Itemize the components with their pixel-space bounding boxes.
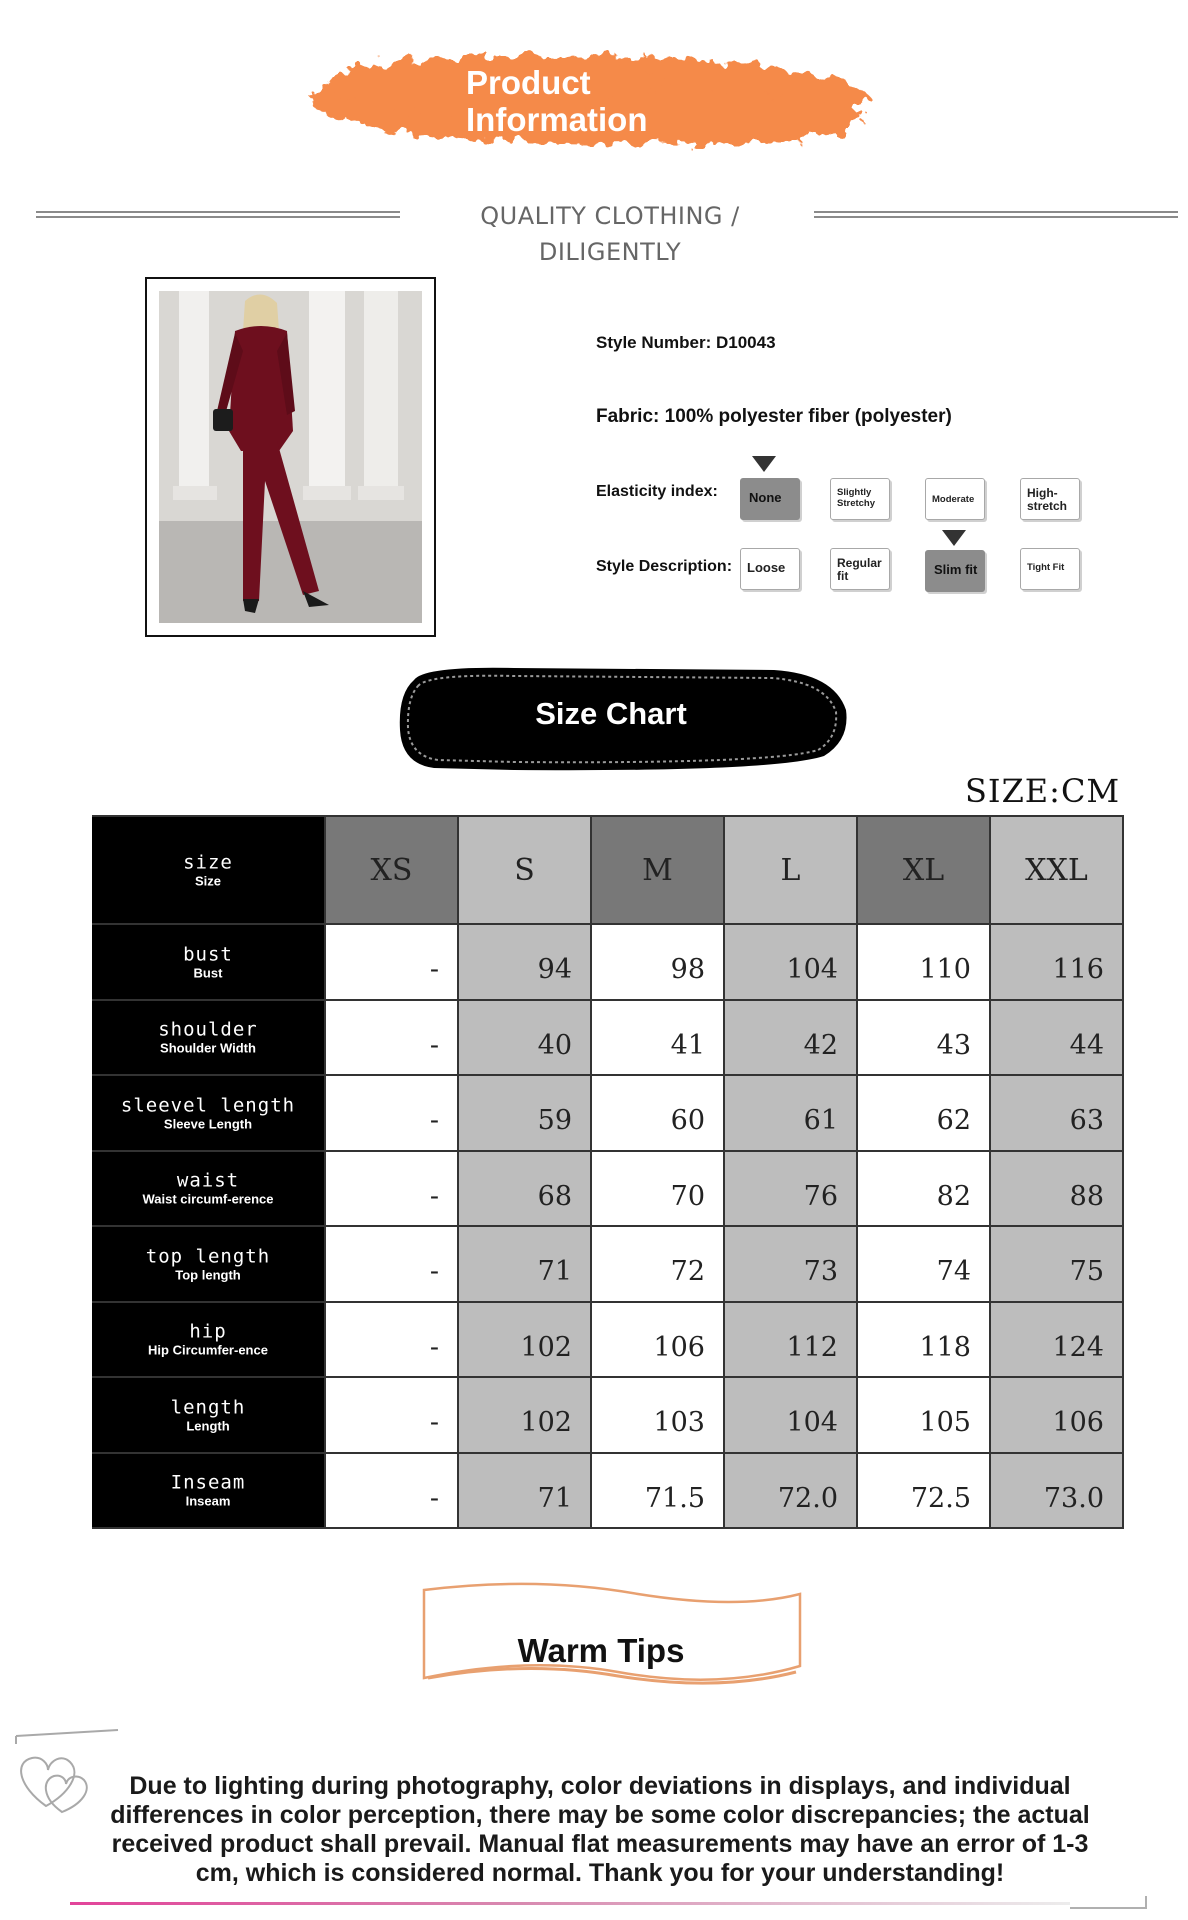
size-header-label-cell [92, 817, 326, 923]
measurement-value: - [326, 1227, 459, 1301]
measurement-label-cell [92, 1152, 326, 1226]
style-description-label: Style Description: [596, 558, 733, 575]
measurement-value: 110 [858, 925, 991, 999]
measurement-label-cell [92, 925, 326, 999]
table-row [92, 925, 1124, 1001]
measurement-sublabel: Top length [175, 1267, 241, 1283]
measurement-label-cell [92, 1227, 326, 1301]
measurement-value: 118 [858, 1303, 991, 1377]
style-option-regular-fit: Regular fit [830, 548, 890, 590]
product-photo [159, 291, 422, 623]
size-column-header: XS [326, 817, 459, 923]
measurement-value: 105 [858, 1378, 991, 1452]
elasticity-selected-arrow-icon [752, 456, 776, 472]
measurement-label: sleevel length [120, 1094, 296, 1117]
size-chart-title: Size Chart [535, 696, 687, 731]
measurement-value: 104 [725, 1378, 858, 1452]
measurement-sublabel: Waist circumf-erence [142, 1191, 274, 1207]
size-header-label: size [183, 851, 233, 874]
table-row [92, 1303, 1124, 1379]
elasticity-option-high-stretch: High-stretch [1020, 478, 1080, 520]
size-column-header: M [592, 817, 725, 923]
measurement-sublabel: Length [186, 1418, 230, 1434]
header-title [466, 64, 647, 138]
measurement-value: 60 [592, 1076, 725, 1150]
style-option-slim-fit: Slim fit [925, 550, 985, 592]
style-option-loose: Loose [740, 548, 800, 590]
measurement-label-cell [92, 1001, 326, 1075]
measurement-value: 72.5 [858, 1454, 991, 1528]
measurement-value: 82 [858, 1152, 991, 1226]
product-photo-illustration [159, 291, 422, 623]
measurement-value: - [326, 1076, 459, 1150]
measurement-sublabel: Shoulder Width [160, 1040, 256, 1056]
measurement-value: 41 [592, 1001, 725, 1075]
measurement-label: top length [145, 1245, 271, 1268]
measurement-value: 42 [725, 1001, 858, 1075]
measurement-value: 102 [459, 1303, 592, 1377]
bottom-gradient-divider [70, 1896, 1160, 1916]
measurement-sublabel: Inseam [185, 1493, 231, 1509]
measurement-value: 106 [991, 1378, 1124, 1452]
size-header-row [92, 815, 1124, 925]
table-row [92, 1227, 1124, 1303]
measurement-value: 73 [725, 1227, 858, 1301]
product-photo-frame [145, 277, 436, 637]
measurement-value: - [326, 925, 459, 999]
measurement-value: 68 [459, 1152, 592, 1226]
measurement-value: 44 [991, 1001, 1124, 1075]
size-column-header: XXL [991, 817, 1124, 923]
measurement-label: Inseam [170, 1471, 246, 1494]
table-row [92, 1076, 1124, 1152]
measurement-value: 103 [592, 1378, 725, 1452]
table-row [92, 1001, 1124, 1077]
measurement-value: - [326, 1378, 459, 1452]
measurement-label-cell [92, 1378, 326, 1452]
tagline-divider-left [36, 211, 400, 218]
measurement-value: 43 [858, 1001, 991, 1075]
tagline-row [36, 198, 1178, 266]
measurement-value: 72.0 [725, 1454, 858, 1528]
style-selected-arrow-icon [942, 530, 966, 546]
measurement-sublabel: Sleeve Length [163, 1116, 253, 1132]
measurement-label: hip [189, 1320, 227, 1343]
table-row [92, 1152, 1124, 1228]
tagline: QUALITY CLOTHING / DILIGENTLY [480, 202, 740, 266]
warm-tips-title: Warm Tips [517, 1632, 685, 1669]
style-number: Style Number: D10043 [596, 333, 776, 352]
size-column-header: S [459, 817, 592, 923]
measurement-value: 74 [858, 1227, 991, 1301]
measurement-value: 71.5 [592, 1454, 725, 1528]
fabric-info: Fabric: 100% polyester fiber (polyester) [596, 406, 952, 427]
measurement-value: 72 [592, 1227, 725, 1301]
warm-tips-text: Due to lighting during photography, color deviations in displays, and individual differences in color perception, there may be some color discrepancies; the actual received product shall prevail. Manual flat measurements may have an error of 1-3 cm, which is considered normal. Thank you for your understanding! [110, 1772, 1090, 1887]
measurement-sublabel: Hip Circumfer-ence [148, 1342, 268, 1358]
measurement-value: 61 [725, 1076, 858, 1150]
header-title-line2: Information [466, 101, 648, 138]
style-option-tight-fit: Tight Fit [1020, 548, 1080, 590]
measurement-value: 70 [592, 1152, 725, 1226]
measurement-value: - [326, 1152, 459, 1226]
measurement-label: shoulder [158, 1018, 258, 1041]
measurement-value: 71 [459, 1454, 592, 1528]
elasticity-option-moderate: Moderate [925, 478, 985, 520]
measurement-label: length [170, 1396, 246, 1419]
size-column-header: L [725, 817, 858, 923]
header-title-line1: Product [466, 64, 591, 101]
size-chart-table [92, 815, 1124, 1529]
measurement-value: 104 [725, 925, 858, 999]
measurement-value: 76 [725, 1152, 858, 1226]
measurement-value: 71 [459, 1227, 592, 1301]
measurement-value: 106 [592, 1303, 725, 1377]
measurement-value: 73.0 [991, 1454, 1124, 1528]
size-column-header: XL [858, 817, 991, 923]
measurement-value: 88 [991, 1152, 1124, 1226]
elasticity-option-none: None [740, 478, 800, 520]
measurement-value: - [326, 1303, 459, 1377]
measurement-label-cell [92, 1076, 326, 1150]
measurement-label: bust [183, 943, 233, 966]
table-row [92, 1378, 1124, 1454]
measurement-label: waist [176, 1169, 240, 1192]
measurement-value: 40 [459, 1001, 592, 1075]
measurement-value: - [326, 1001, 459, 1075]
measurement-label-cell [92, 1454, 326, 1528]
elasticity-label: Elasticity index: [596, 483, 718, 500]
elasticity-option-slightly-stretchy: Slightly Stretchy [830, 478, 890, 520]
measurement-value: 59 [459, 1076, 592, 1150]
measurement-value: 102 [459, 1378, 592, 1452]
size-unit-label: SIZE:CM [965, 772, 1121, 810]
table-row [92, 1454, 1124, 1530]
measurement-value: 124 [991, 1303, 1124, 1377]
size-header-sublabel: Size [194, 873, 221, 889]
measurement-value: 94 [459, 925, 592, 999]
measurement-value: 75 [991, 1227, 1124, 1301]
measurement-value: - [326, 1454, 459, 1528]
measurement-label-cell [92, 1303, 326, 1377]
measurement-sublabel: Bust [193, 965, 223, 981]
measurement-value: 112 [725, 1303, 858, 1377]
measurement-value: 62 [858, 1076, 991, 1150]
tagline-divider-right [814, 211, 1178, 218]
measurement-value: 63 [991, 1076, 1124, 1150]
measurement-value: 98 [592, 925, 725, 999]
measurement-value: 116 [991, 925, 1124, 999]
